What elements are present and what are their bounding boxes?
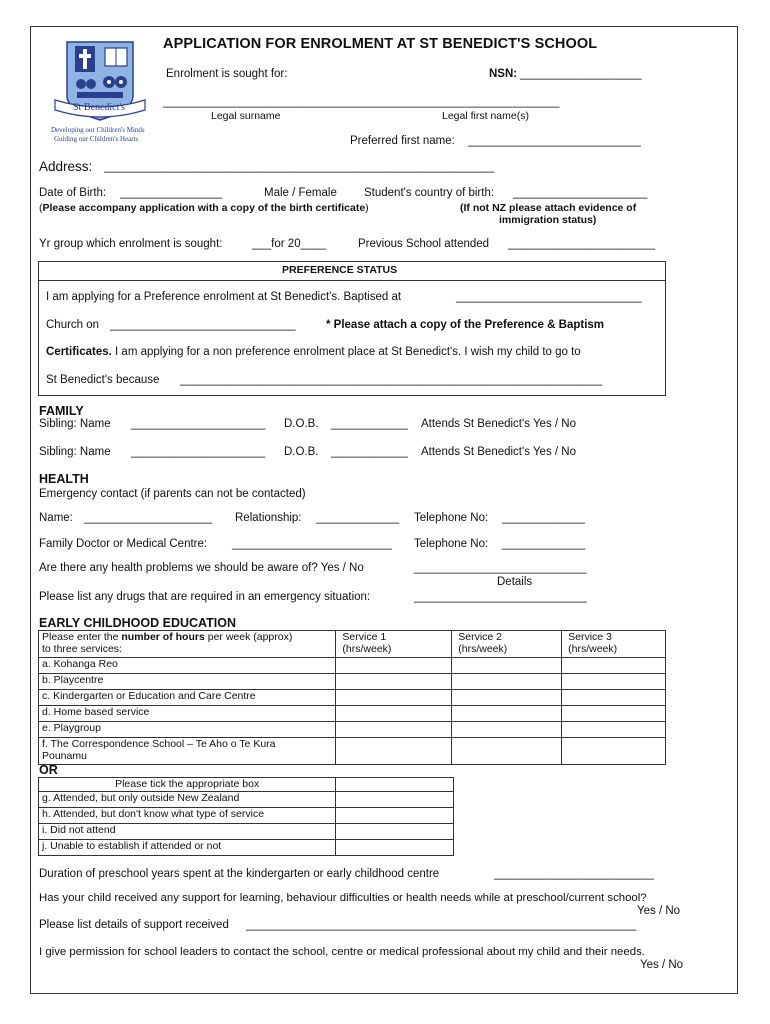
ece-row-f: f. The Correspondence School – Te Aho o Te Kura Pounamu	[39, 738, 336, 765]
contact-name-label: Name:	[39, 512, 73, 524]
nsn-label: NSN:	[489, 68, 518, 80]
sibling-2-dob-label: D.O.B.	[284, 446, 319, 458]
service-2-header: Service 2 (hrs/week)	[452, 631, 562, 658]
nz-note-line1: (If not NZ please attach evidence of	[460, 202, 637, 214]
drugs-field[interactable]: ___________________________	[414, 591, 587, 603]
ece-row-e: e. Playgroup	[39, 722, 336, 738]
doctor-telephone-label: Telephone No:	[414, 538, 489, 550]
country-label: Student's country of birth:	[364, 187, 495, 199]
health-problems-field[interactable]: ___________________________	[414, 562, 587, 574]
page-title: APPLICATION FOR ENROLMENT AT ST BENEDICT'S SCHOOL	[163, 36, 598, 52]
doctor-label: Family Doctor or Medical Centre:	[39, 538, 208, 550]
ece-row-b: b. Playcentre	[39, 674, 336, 690]
ece-cell[interactable]	[336, 674, 452, 690]
attach-note: * Please attach a copy of the Preference & Baptism	[326, 319, 605, 331]
ece-cell[interactable]	[562, 658, 666, 674]
address-field[interactable]: _____________________________________________________________	[104, 161, 495, 173]
ece-title: EARLY CHILDHOOD EDUCATION	[39, 616, 237, 630]
sibling-1-dob-label: D.O.B.	[284, 418, 319, 430]
tick-table	[38, 777, 454, 856]
ece-cell[interactable]	[452, 738, 562, 765]
logo-motto-line1: Developing our Children's Minds	[51, 126, 145, 134]
support-question: Has your child received any support for learning, behaviour difficulties or health needs while at preschool/current school?	[39, 892, 647, 904]
ece-intro-cell: Please enter the number of hours per week (approx) to three services:	[39, 631, 336, 658]
ece-cell[interactable]	[336, 722, 452, 738]
nz-note-line2: immigration status)	[499, 214, 597, 226]
tick-row-i: i. Did not attend	[39, 824, 336, 840]
sibling-2-label: Sibling: Name	[39, 446, 111, 458]
support-details-label: Please list details of support received	[39, 919, 229, 931]
relationship-field[interactable]: _____________	[316, 512, 400, 524]
ece-cell[interactable]	[562, 690, 666, 706]
nsn-field[interactable]: ___________________	[520, 68, 642, 80]
ece-row-c: c. Kindergarten or Education and Care Centre	[39, 690, 336, 706]
preferred-name-label: Preferred first name:	[350, 135, 455, 147]
sibling-1-dob-field[interactable]: ____________	[331, 418, 408, 430]
baptised-at-field[interactable]: _____________________________	[456, 291, 642, 303]
ece-cell[interactable]	[452, 690, 562, 706]
tick-box[interactable]	[336, 840, 454, 856]
ece-cell[interactable]	[336, 706, 452, 722]
tick-box[interactable]	[336, 792, 454, 808]
doctor-field[interactable]: _________________________	[232, 538, 392, 550]
previous-school-field[interactable]: _______________________	[508, 238, 656, 250]
because-field[interactable]: __________________________________________________________________	[180, 374, 603, 386]
details-label: Details	[497, 576, 533, 588]
church-field[interactable]: _____________________________	[110, 319, 296, 331]
emergency-contact-label: Emergency contact (if parents can not be contacted)	[39, 488, 306, 500]
dob-label: Date of Birth:	[39, 187, 107, 199]
relationship-label: Relationship:	[235, 512, 302, 524]
family-title: FAMILY	[39, 404, 84, 418]
ece-cell[interactable]	[336, 738, 452, 765]
church-label: Church on	[46, 319, 100, 331]
duration-label: Duration of preschool years spent at the kindergarten or early childhood centre	[39, 868, 440, 880]
tick-row-h: h. Attended, but don't know what type of service	[39, 808, 336, 824]
sibling-2-name-field[interactable]: _____________________	[131, 446, 266, 458]
ece-cell[interactable]	[452, 722, 562, 738]
because-label: St Benedict's because	[46, 374, 160, 386]
support-yes-no[interactable]: Yes / No	[637, 905, 681, 917]
sibling-1-name-field[interactable]: _____________________	[131, 418, 266, 430]
ece-row-d: d. Home based service	[39, 706, 336, 722]
health-problems-label[interactable]: Are there any health problems we should be aware of? Yes / No	[39, 562, 364, 574]
year-group-label: Yr group which enrolment is sought:	[39, 238, 223, 250]
tick-box[interactable]	[336, 778, 454, 792]
sibling-2-dob-field[interactable]: ____________	[331, 446, 408, 458]
permission-text: I give permission for school leaders to contact the school, centre or medical professional about my child and their needs.	[39, 946, 645, 958]
year-group-field[interactable]: ___for 20____	[252, 238, 327, 250]
duration-field[interactable]: _________________________	[494, 868, 654, 880]
tick-row-g: g. Attended, but only outside New Zealand	[39, 792, 336, 808]
ece-cell[interactable]	[336, 690, 452, 706]
previous-school-label: Previous School attended	[358, 238, 490, 250]
name-field[interactable]: ______________________________________________________________	[163, 96, 560, 108]
service-3-header: Service 3 (hrs/week)	[562, 631, 666, 658]
health-title: HEALTH	[39, 472, 89, 486]
ece-cell[interactable]	[452, 706, 562, 722]
birth-cert-note: (Please accompany application with a copy of the birth certificate)	[39, 202, 369, 214]
logo-school-name: St Benedict's	[73, 102, 126, 113]
country-field[interactable]: _____________________	[513, 187, 648, 199]
sibling-2-attends[interactable]: Attends St Benedict's Yes / No	[421, 446, 576, 458]
ece-cell[interactable]	[562, 674, 666, 690]
ece-row-a: a. Kohanga Reo	[39, 658, 336, 674]
address-label: Address:	[39, 159, 93, 174]
tick-box[interactable]	[336, 808, 454, 824]
ece-cell[interactable]	[452, 658, 562, 674]
ece-table	[38, 630, 666, 765]
ece-cell[interactable]	[562, 738, 666, 765]
legal-surname-label: Legal surname	[211, 110, 281, 122]
permission-yes-no[interactable]: Yes / No	[640, 959, 684, 971]
drugs-label: Please list any drugs that are required in an emergency situation:	[39, 591, 371, 603]
ece-cell[interactable]	[452, 674, 562, 690]
preferred-name-field[interactable]: ___________________________	[468, 135, 641, 147]
or-label: OR	[39, 763, 58, 777]
tick-header: Please tick the appropriate box	[39, 778, 336, 792]
telephone-field[interactable]: _____________	[502, 512, 586, 524]
dob-field[interactable]: ________________	[120, 187, 223, 199]
doctor-telephone-field[interactable]: _____________	[502, 538, 586, 550]
ece-cell[interactable]	[562, 706, 666, 722]
tick-box[interactable]	[336, 824, 454, 840]
sibling-1-label: Sibling: Name	[39, 418, 111, 430]
tick-row-j: j. Unable to establish if attended or not	[39, 840, 336, 856]
gender-option[interactable]: Male / Female	[264, 187, 337, 199]
enrolment-sought-label: Enrolment is sought for:	[166, 68, 288, 80]
non-preference-text: Certificates. I am applying for a non preference enrolment place at St Benedict's. I wish my child to go to	[46, 346, 581, 358]
contact-name-field[interactable]: ____________________	[84, 512, 212, 524]
school-logo	[47, 38, 153, 148]
preference-title: PREFERENCE STATUS	[282, 264, 398, 276]
ece-cell[interactable]	[336, 658, 452, 674]
legal-first-name-label: Legal first name(s)	[442, 110, 529, 122]
telephone-label: Telephone No:	[414, 512, 489, 524]
support-details-field[interactable]: _____________________________________________________________	[246, 919, 637, 931]
sibling-1-attends[interactable]: Attends St Benedict's Yes / No	[421, 418, 576, 430]
ece-cell[interactable]	[562, 722, 666, 738]
service-1-header: Service 1 (hrs/week)	[336, 631, 452, 658]
logo-motto-line2: Guiding our Children's Hearts	[54, 135, 139, 143]
preference-baptised-text: I am applying for a Preference enrolment at St Benedict's. Baptised at	[46, 291, 402, 303]
